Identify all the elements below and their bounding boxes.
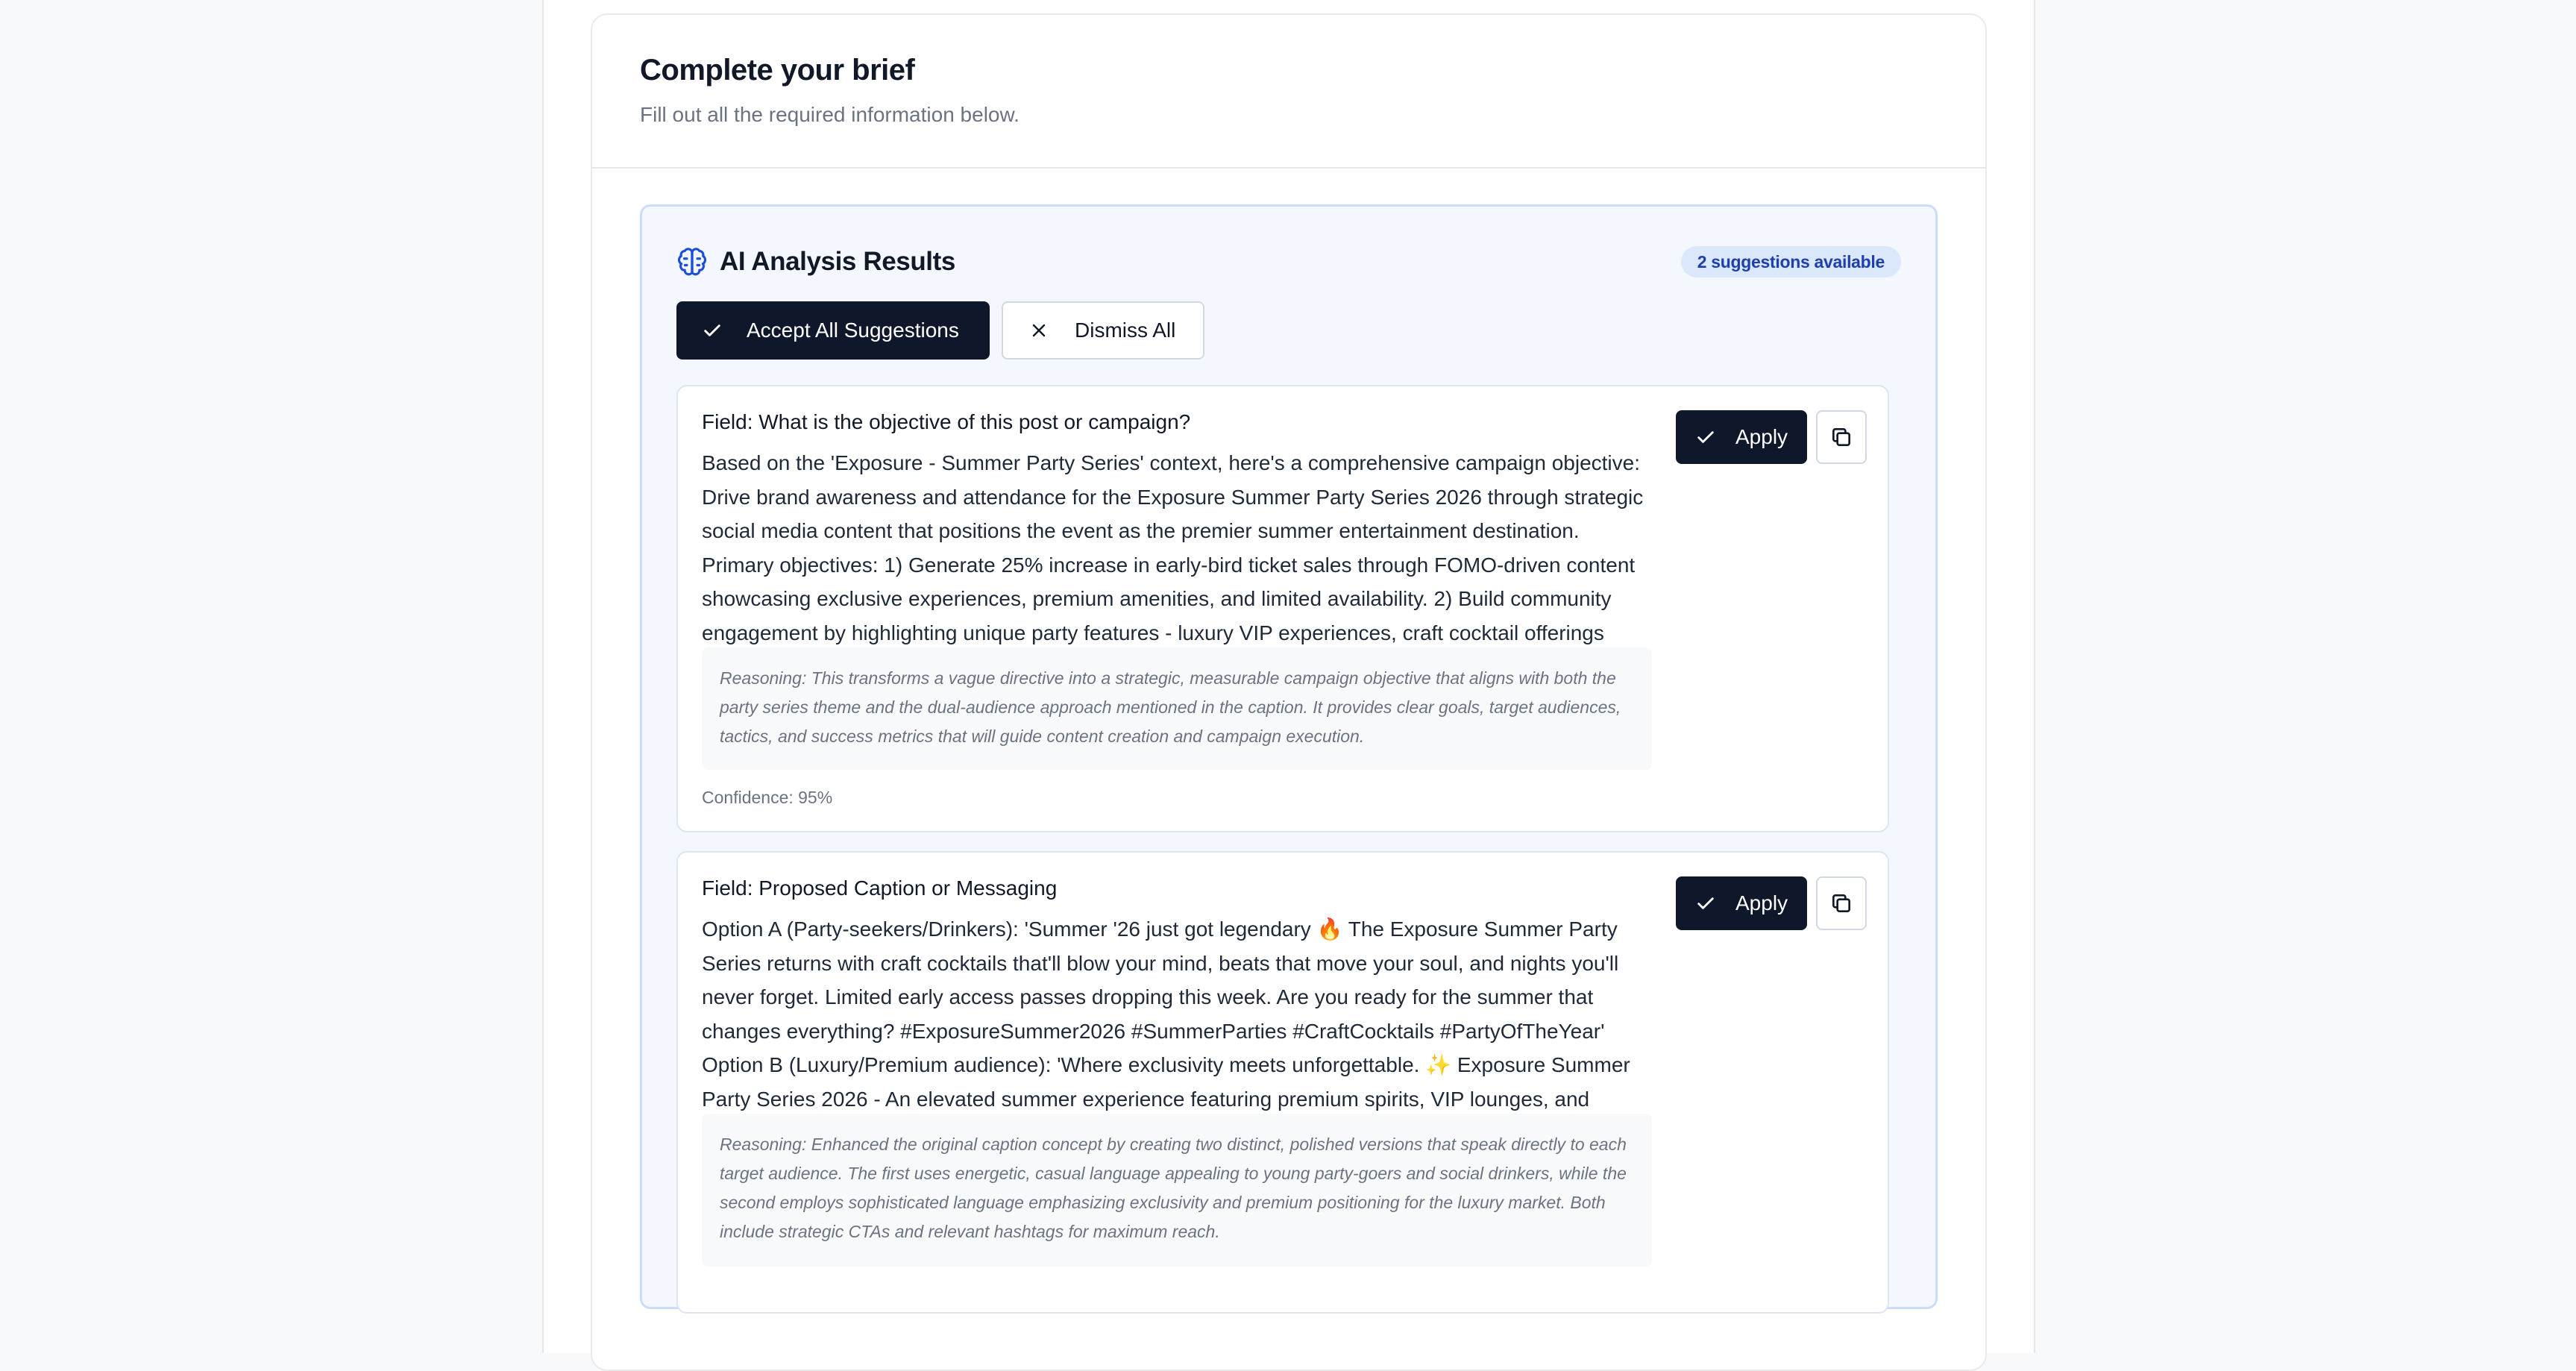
ai-analysis-panel xyxy=(640,204,1938,1309)
ai-panel-title: AI Analysis Results xyxy=(720,247,955,276)
suggestions-count-badge: 2 suggestions available xyxy=(1681,246,1901,277)
check-icon xyxy=(1695,893,1716,914)
suggestion-field-label: Field: What is the objective of this post or campaign? xyxy=(702,410,1191,433)
suggestion-card xyxy=(676,385,1889,832)
accept-all-label: Accept All Suggestions xyxy=(747,319,959,342)
suggestion-text: Option A (Party-seekers/Drinkers): 'Summer '26 just got legendary 🔥 The Exposure Summer Party Series returns with craft cocktails that'll blow your mind, beats that move your soul, and nights you'll never forget. Limited early access passes dropping this week. Are you ready for the summer that changes everything? #ExposureSummer2026 #SummerParties #CraftCocktails #PartyOfTheYear' Option B (Luxury/Premium audience): 'Where exclusivity meets unforgettable. ✨ Exposure Summer Party Series 2026 - An elevated summer experience featuring premium spirits, VIP lounges, and xyxy=(702,917,1630,1111)
brain-icon xyxy=(676,247,708,278)
check-icon xyxy=(702,320,723,341)
apply-button[interactable] xyxy=(1676,410,1807,464)
suggestion-reasoning: Reasoning: Enhanced the original caption concept by creating two distinct, polished versions that speak directly to each target audience. The first uses energetic, casual language appealing to young party-goers and social drinkers, while the second employs sophisticated language emphasizing exclusivity and premium positioning for the luxury market. Both include strategic CTAs and relevant hashtags for maximum reach. xyxy=(702,1114,1652,1267)
copy-icon xyxy=(1829,891,1853,915)
copy-button[interactable] xyxy=(1816,410,1867,464)
suggestion-text: Based on the 'Exposure - Summer Party Series' context, here's a comprehensive campaign objective: Drive brand awareness and attendance for the Exposure Summer Party Series 2026 through strategic social media content that positions the event as the premier summer entertainment destination. Primary objectives: 1) Generate 25% increase in early-bird ticket sales through FOMO-driven content showcasing exclusive experiences, premium amenities, and limited availability. 2) Build community engagement by highlighting unique party features - luxury VIP experiences, craft cocktail offerings xyxy=(702,451,1644,644)
close-icon xyxy=(1030,321,1048,339)
dismiss-all-button[interactable] xyxy=(1002,301,1204,360)
suggestion-card xyxy=(676,851,1889,1314)
brief-header xyxy=(592,15,1985,169)
page-title: Complete your brief xyxy=(640,54,915,87)
suggestion-field-label: Field: Proposed Caption or Messaging xyxy=(702,876,1058,900)
apply-label: Apply xyxy=(1735,891,1788,914)
apply-label: Apply xyxy=(1735,425,1788,448)
check-icon xyxy=(1695,427,1716,448)
copy-icon xyxy=(1829,425,1853,449)
apply-button[interactable] xyxy=(1676,876,1807,930)
confidence-score: Confidence: 95% xyxy=(702,788,833,807)
suggestion-reasoning: Reasoning: This transforms a vague directive into a strategic, measurable campaign objective that aligns with both the party series theme and the dual-audience approach mentioned in the caption. It provides clear goals, target audiences, tactics, and success metrics that will guide content creation and campaign execution. xyxy=(702,647,1652,770)
page-subtitle: Fill out all the required information below. xyxy=(640,103,1020,126)
accept-all-button[interactable] xyxy=(676,301,990,360)
dismiss-all-label: Dismiss All xyxy=(1075,319,1176,342)
copy-button[interactable] xyxy=(1816,876,1867,930)
